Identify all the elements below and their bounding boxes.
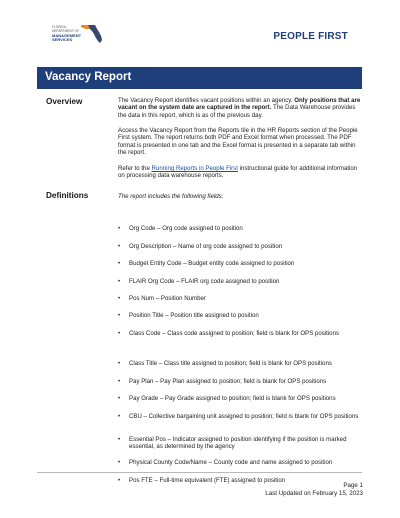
logo-line-1: FLORIDA DEPARTMENT OF bbox=[52, 25, 79, 34]
overview-heading: Overview bbox=[46, 97, 83, 106]
overview-p3-text: Refer to the bbox=[118, 165, 152, 172]
bullet-dot-icon: • bbox=[118, 459, 121, 466]
definition-text: Pos Num – Position Number bbox=[129, 295, 206, 302]
definition-text: Position Title – Position title assigned to position bbox=[129, 312, 259, 319]
bullet-dot-icon: • bbox=[118, 330, 121, 337]
overview-p1-text: The Vacancy Report identifies vacant positions within an agency. bbox=[118, 97, 295, 104]
footer-divider bbox=[37, 472, 362, 473]
definition-text: Budget Entity Code – Budget entity code assigned to position bbox=[129, 260, 295, 267]
definition-text: Org Code – Org code assigned to position bbox=[129, 225, 243, 232]
page-number: Page 1 bbox=[343, 482, 363, 489]
overview-paragraph-2: Access the Vacancy Report from the Reports tile in the HR Reports section of the People First system. The report returns both PDF and Excel format when processed. The PDF format is presented in one tab and the Excel format is presented in a separate tab within the report. bbox=[118, 127, 358, 156]
last-updated: Last Updated on February 15, 2023 bbox=[265, 490, 363, 497]
bullet-dot-icon: • bbox=[118, 295, 121, 302]
logo-line-2: MANAGEMENT bbox=[52, 32, 82, 38]
florida-state-icon bbox=[80, 22, 104, 44]
overview-p3-text-end: instructional guide for additional information on processing data warehouse reports. bbox=[118, 165, 358, 180]
bullet-dot-icon: • bbox=[118, 477, 121, 484]
running-reports-link[interactable]: Running Reports in People First bbox=[151, 165, 238, 172]
bullet-dot-icon: • bbox=[118, 260, 121, 267]
brand-title: PEOPLE FIRST bbox=[273, 31, 348, 42]
bullet-dot-icon: • bbox=[118, 395, 121, 402]
bullet-dot-icon: • bbox=[118, 278, 121, 285]
definition-text: CBU – Collective bargaining unit assigned to position; field is blank for OPS positions bbox=[129, 413, 359, 420]
bullet-dot-icon: • bbox=[118, 312, 121, 319]
page-header bbox=[0, 0, 400, 64]
definition-text: FLAIR Org Code – FLAIR org code assigned to position bbox=[129, 278, 280, 285]
bullet-dot-icon: • bbox=[118, 378, 121, 385]
definition-text: Physical County Code/Name – County code and name assigned to position bbox=[129, 459, 333, 466]
definition-text: Pay Plan – Pay Plan assigned to position; field is blank for OPS positions bbox=[129, 378, 327, 385]
definition-text: Org Description – Name of org code assigned to position bbox=[129, 243, 283, 250]
title-banner bbox=[37, 67, 362, 89]
definition-text: Essential Pos – Indicator assigned to position identifying if the position is marked essential, as determined by the agency bbox=[129, 436, 347, 451]
dms-logo bbox=[52, 22, 104, 52]
bullet-dot-icon: • bbox=[118, 436, 121, 443]
logo-line-3: SERVICES bbox=[52, 37, 73, 43]
definition-text: Pos FTE – Full-time equivalent (FTE) assigned to position bbox=[129, 477, 286, 484]
overview-paragraph-3 bbox=[118, 165, 364, 180]
overview-p1-text-end: The Data Warehouse provides the data in this report, which is as of the previous day. bbox=[118, 104, 356, 119]
overview-p1-bold: Only positions that are vacant on the system date are captured in the report. bbox=[118, 97, 361, 112]
bullet-dot-icon: • bbox=[118, 360, 121, 367]
definition-text: Class Title – Class title assigned to position; field is blank for OPS positions bbox=[129, 360, 332, 367]
report-title: Vacancy Report bbox=[45, 71, 132, 83]
logo-text bbox=[52, 25, 82, 43]
definition-text: Pay Grade – Pay Grade assigned to position; field is blank for OPS positions bbox=[129, 395, 336, 402]
bullet-dot-icon: • bbox=[118, 243, 121, 250]
bullet-dot-icon: • bbox=[118, 225, 121, 232]
definition-text: Class Code – Class code assigned to position; field is blank for OPS positions bbox=[129, 330, 340, 337]
overview-paragraph-1 bbox=[118, 97, 364, 119]
definitions-heading: Definitions bbox=[46, 191, 89, 200]
definitions-intro: The report includes the following fields: bbox=[118, 193, 224, 200]
bullet-dot-icon: • bbox=[118, 413, 121, 420]
